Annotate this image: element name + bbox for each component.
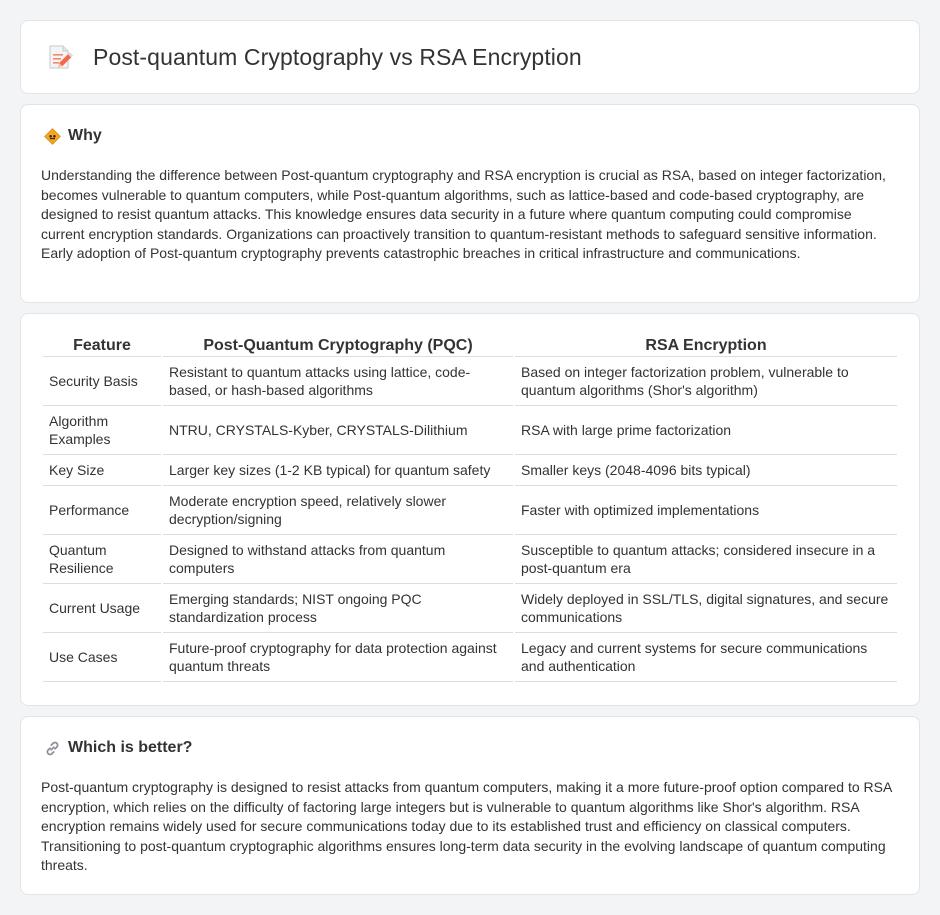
better-section	[20, 716, 920, 895]
feature-cell: Performance	[43, 486, 161, 535]
header-pqc: Post-Quantum Cryptography (PQC)	[163, 335, 513, 357]
pqc-cell: Emerging standards; NIST ongoing PQC standardization process	[163, 584, 513, 633]
rsa-cell: Susceptible to quantum attacks; considered insecure in a post-quantum era	[515, 535, 897, 584]
pqc-cell: Future-proof cryptography for data protection against quantum threats	[163, 633, 513, 682]
pqc-cell: NTRU, CRYSTALS-Kyber, CRYSTALS-Dilithium	[163, 406, 513, 455]
rsa-cell: Based on integer factorization problem, vulnerable to quantum algorithms (Shor's algorithm)	[515, 357, 897, 406]
header-rsa: RSA Encryption	[515, 335, 897, 357]
link-icon	[43, 739, 61, 757]
comparison-table	[41, 335, 899, 682]
feature-cell: Use Cases	[43, 633, 161, 682]
why-text: Understanding the difference between Post-quantum cryptography and RSA encryption is crucial as RSA, based on integer factorization, becomes vulnerable to quantum computers, while Post-quantum algorithms, such as lattice-based and code-based cryptography, are designed to resist quantum attacks. This knowledge ensures data security in a future where quantum computing could compromise current encryption standards. Organizations can proactively transition to quantum-resistant methods to safeguard sensitive information. Early adoption of Post-quantum cryptography prevents catastrophic breaches in critical infrastructure and communications.	[41, 167, 886, 261]
warning-sign-icon	[43, 127, 61, 145]
feature-cell: Algorithm Examples	[43, 406, 161, 455]
table-row	[43, 486, 897, 535]
why-heading: Why	[68, 127, 102, 144]
feature-cell: Current Usage	[43, 584, 161, 633]
feature-cell: Key Size	[43, 455, 161, 486]
table-header-row	[43, 335, 897, 357]
pqc-cell: Larger key sizes (1-2 KB typical) for quantum safety	[163, 455, 513, 486]
why-section	[20, 104, 920, 303]
document-pencil-icon	[47, 43, 73, 71]
rsa-cell: Legacy and current systems for secure communications and authentication	[515, 633, 897, 682]
feature-cell: Quantum Resilience	[43, 535, 161, 584]
page-title: Post-quantum Cryptography vs RSA Encryption	[93, 43, 582, 70]
better-heading: Which is better?	[68, 739, 193, 756]
table-row	[43, 406, 897, 455]
rsa-cell: Smaller keys (2048-4096 bits typical)	[515, 455, 897, 486]
table-row	[43, 357, 897, 406]
pqc-cell: Resistant to quantum attacks using lattice, code-based, or hash-based algorithms	[163, 357, 513, 406]
better-text: Post-quantum cryptography is designed to resist attacks from quantum computers, making it a more future-proof option compared to RSA encryption, which relies on the difficulty of factoring large integers but is vulnerable to quantum algorithms like Shor's algorithm. RSA encryption remains widely used for secure communications today due to its established trust and efficiency on classical computers. Transitioning to post-quantum cryptographic algorithms ensures long-term data security in the evolving landscape of quantum computing threats.	[41, 779, 892, 873]
rsa-cell: Widely deployed in SSL/TLS, digital signatures, and secure communications	[515, 584, 897, 633]
table-row	[43, 535, 897, 584]
header-feature: Feature	[43, 335, 161, 357]
title-card	[20, 20, 920, 94]
rsa-cell: RSA with large prime factorization	[515, 406, 897, 455]
table-row	[43, 455, 897, 486]
pqc-cell: Designed to withstand attacks from quantum computers	[163, 535, 513, 584]
table-row	[43, 633, 897, 682]
rsa-cell: Faster with optimized implementations	[515, 486, 897, 535]
table-row	[43, 584, 897, 633]
pqc-cell: Moderate encryption speed, relatively slower decryption/signing	[163, 486, 513, 535]
comparison-card	[20, 313, 920, 706]
feature-cell: Security Basis	[43, 357, 161, 406]
